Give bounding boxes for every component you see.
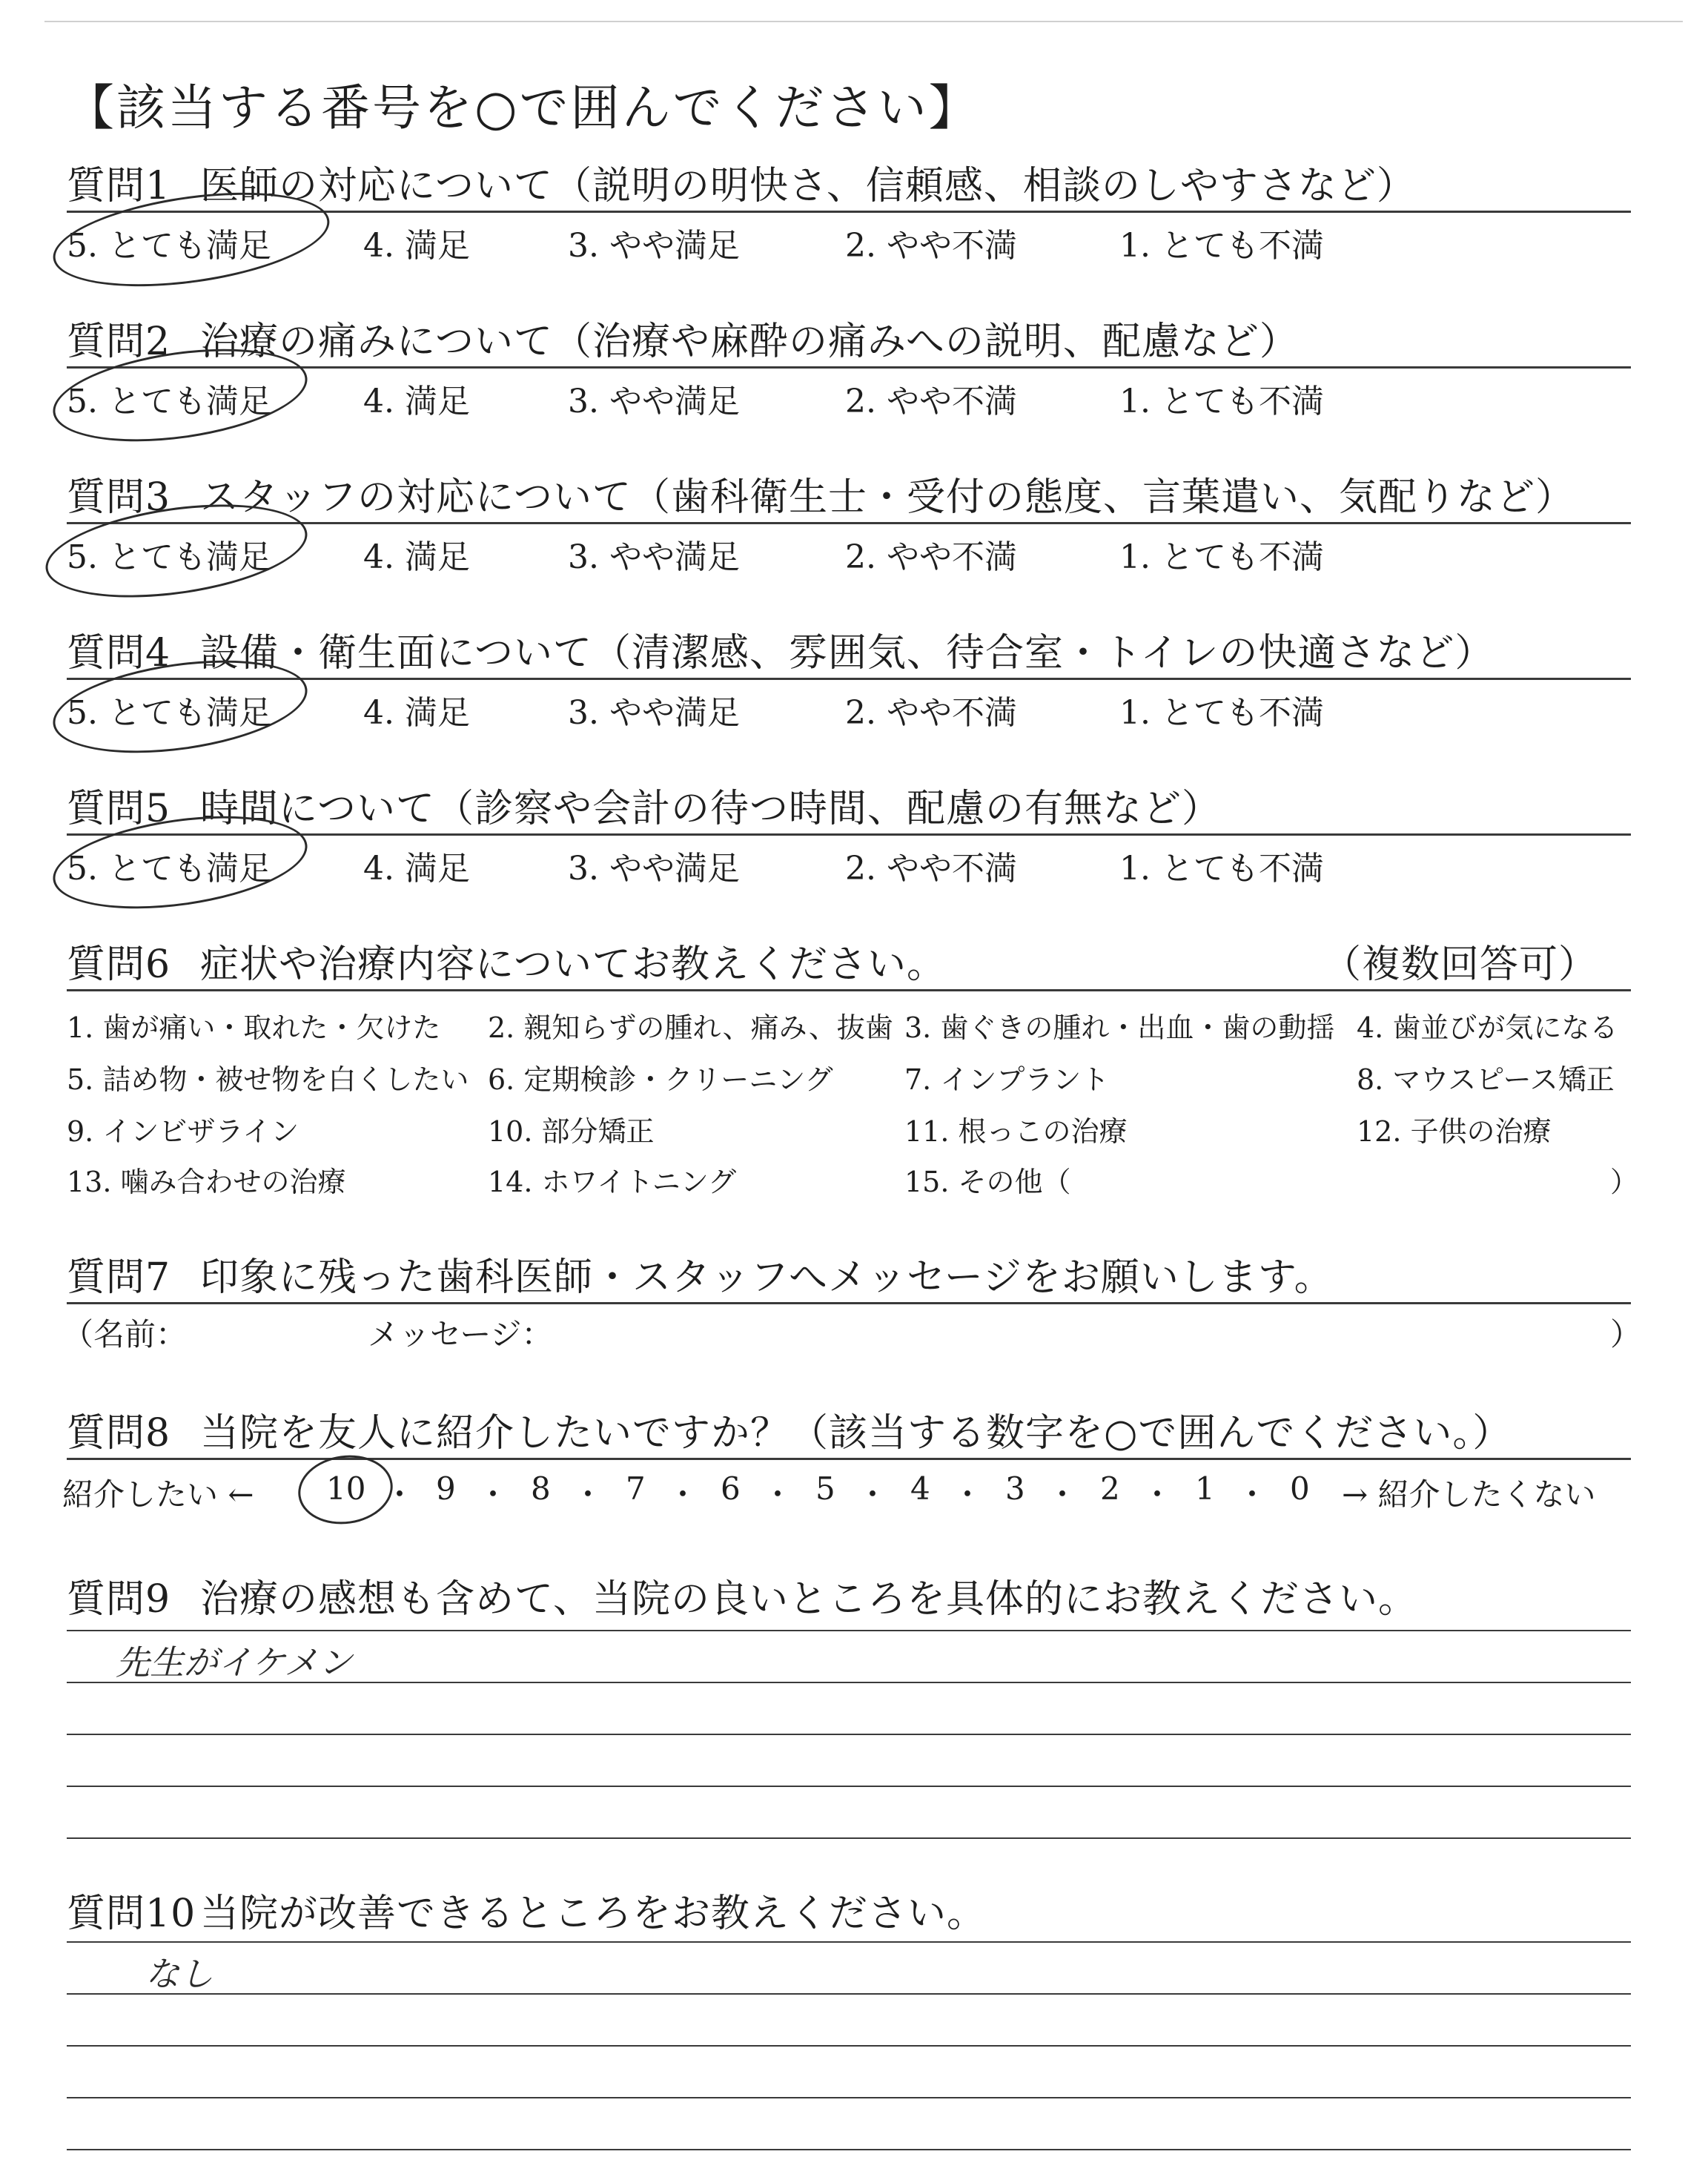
question-number: 質問8 <box>67 1411 171 1456</box>
symptom-option[interactable]: 8. マウスピース矯正 <box>1357 1063 1615 1096</box>
handwritten-answer-good-points: 先生がイケメン <box>116 1642 353 1682</box>
rating-options <box>67 369 1631 420</box>
answer-line <box>67 2097 1631 2098</box>
option-3[interactable]: 3. やや満足 <box>568 227 740 265</box>
question-number: 質問9 <box>67 1577 171 1622</box>
symptom-option[interactable]: 14. ホワイトニング <box>488 1166 737 1198</box>
question-text: 治療の痛みについて（治療や麻酔の痛みへの説明、配慮など） <box>200 320 1299 364</box>
option-5[interactable]: 5. とても満足 <box>67 227 271 265</box>
recommend-left-label: 紹介したい ← <box>62 1476 254 1513</box>
question-number: 質問3 <box>67 475 171 520</box>
symptom-option[interactable]: 2. 親知らずの腫れ、痛み、抜歯 <box>488 1011 893 1044</box>
symptom-option[interactable]: 7. インプラント <box>904 1063 1110 1096</box>
option-3[interactable]: 3. やや満足 <box>568 383 740 420</box>
scale-dot: ・ <box>667 1476 699 1513</box>
question-text: スタッフの対応について（歯科衛生士・受付の態度、言葉遣い、気配りなど） <box>200 475 1575 520</box>
question-number: 質問10 <box>67 1892 196 1936</box>
answer-line <box>67 1630 1631 1631</box>
scale-value-3[interactable]: 3 <box>1005 1470 1025 1507</box>
question-text: 治療の感想も含めて、当院の良いところを具体的にお教えください。 <box>200 1577 1417 1622</box>
scale-value-10[interactable]: 10 <box>326 1470 366 1507</box>
handwritten-answer-improvements: なし <box>145 1954 214 1994</box>
option-2[interactable]: 2. やや不満 <box>845 383 1017 420</box>
recommend-scale <box>62 1460 1631 1515</box>
option-2[interactable]: 2. やや不満 <box>845 694 1017 732</box>
question-number: 質問2 <box>67 320 171 364</box>
rating-options <box>67 213 1631 265</box>
scale-dot: ・ <box>1047 1476 1079 1513</box>
question-number: 質問6 <box>67 942 171 987</box>
scale-value-2[interactable]: 2 <box>1100 1470 1120 1507</box>
symptom-option[interactable]: 1. 歯が痛い・取れた・欠けた <box>67 1011 441 1044</box>
question-7 <box>62 1253 1642 1356</box>
scale-dot: ・ <box>572 1476 604 1513</box>
option-2[interactable]: 2. やや不満 <box>845 850 1017 888</box>
scale-value-8[interactable]: 8 <box>531 1470 551 1507</box>
answer-line <box>67 1993 1631 1995</box>
option-3[interactable]: 3. やや満足 <box>568 850 740 888</box>
symptom-option[interactable]: 10. 部分矯正 <box>488 1115 655 1148</box>
symptom-option[interactable]: 6. 定期検診・クリーニング <box>488 1063 833 1096</box>
question-number: 質問5 <box>67 787 171 831</box>
option-5[interactable]: 5. とても満足 <box>67 694 271 732</box>
scale-dot: ・ <box>762 1476 794 1513</box>
question-4 <box>67 629 1631 732</box>
option-1[interactable]: 1. とても不満 <box>1119 694 1324 732</box>
question-6 <box>67 940 1639 1206</box>
question-8 <box>62 1409 1631 1515</box>
symptom-option[interactable]: 11. 根っこの治療 <box>904 1115 1128 1148</box>
form-title: 【該当する番号を○で囲んでください】 <box>65 79 980 136</box>
symptom-option[interactable]: 5. 詰め物・被せ物を白くしたい <box>67 1063 469 1096</box>
scale-dot: ・ <box>1142 1476 1174 1513</box>
answer-line <box>67 1941 1631 1943</box>
option-4[interactable]: 4. 満足 <box>363 850 470 888</box>
question-9 <box>67 1575 1631 1624</box>
scale-dot: ・ <box>477 1476 509 1513</box>
recommend-right-label: → 紹介したくない <box>1342 1476 1596 1513</box>
scale-value-4[interactable]: 4 <box>910 1470 930 1507</box>
top-border <box>44 21 1683 22</box>
rating-options <box>67 836 1631 888</box>
option-4[interactable]: 4. 満足 <box>363 694 470 732</box>
scale-value-1[interactable]: 1 <box>1195 1470 1215 1507</box>
scale-value-0[interactable]: 0 <box>1290 1470 1310 1507</box>
scale-dot: ・ <box>952 1476 984 1513</box>
option-1[interactable]: 1. とても不満 <box>1119 538 1324 576</box>
question-number: 質問4 <box>67 631 171 676</box>
scale-value-9[interactable]: 9 <box>436 1470 456 1507</box>
symptom-option[interactable]: 3. 歯ぐきの腫れ・出血・歯の動揺 <box>904 1011 1335 1044</box>
scale-value-5[interactable]: 5 <box>815 1470 835 1507</box>
selection-circle <box>294 1450 397 1530</box>
symptom-options <box>67 991 1639 1206</box>
message-close-paren: ） <box>1610 1316 1642 1353</box>
multiple-answers-note: （複数回答可） <box>1322 942 1598 987</box>
question-text: 設備・衛生面について（清潔感、雰囲気、待合室・トイレの快適さなど） <box>200 631 1494 676</box>
option-1[interactable]: 1. とても不満 <box>1119 227 1324 265</box>
question-text: 症状や治療内容についてお教えください。 <box>200 942 946 987</box>
symptom-option-other[interactable]: 15. その他（ <box>904 1166 1071 1198</box>
name-label: （名前： <box>62 1316 188 1353</box>
option-1[interactable]: 1. とても不満 <box>1119 383 1324 420</box>
question-1 <box>67 162 1631 265</box>
question-text: 当院が改善できるところをお教えください。 <box>200 1892 987 1936</box>
answer-line <box>67 2045 1631 2047</box>
option-3[interactable]: 3. やや満足 <box>568 538 740 576</box>
answer-line <box>67 1734 1631 1735</box>
option-5[interactable]: 5. とても満足 <box>67 383 271 420</box>
option-2[interactable]: 2. やや不満 <box>845 227 1017 265</box>
option-5[interactable]: 5. とても満足 <box>67 538 271 576</box>
symptom-option[interactable]: 12. 子供の治療 <box>1357 1115 1552 1148</box>
question-text: 時間について（診察や会計の待つ時間、配慮の有無など） <box>200 787 1221 831</box>
option-4[interactable]: 4. 満足 <box>363 227 470 265</box>
answer-line <box>67 1786 1631 1787</box>
question-10 <box>67 1889 1631 1938</box>
option-4[interactable]: 4. 満足 <box>363 383 470 420</box>
option-2[interactable]: 2. やや不満 <box>845 538 1017 576</box>
scale-dot: ・ <box>1237 1476 1268 1513</box>
answer-line <box>67 2149 1631 2150</box>
symptom-option[interactable]: 13. 噛み合わせの治療 <box>67 1166 346 1198</box>
question-5 <box>67 785 1631 888</box>
option-3[interactable]: 3. やや満足 <box>568 694 740 732</box>
message-label: メッセージ： <box>368 1316 553 1353</box>
message-fields <box>62 1304 1642 1356</box>
option-5[interactable]: 5. とても満足 <box>67 850 271 888</box>
option-1[interactable]: 1. とても不満 <box>1119 850 1324 888</box>
rating-options <box>67 680 1631 732</box>
rating-options <box>67 524 1631 576</box>
scale-dot: ・ <box>384 1476 416 1513</box>
question-text: 当院を友人に紹介したいですか？（該当する数字を○で囲んでください。） <box>200 1411 1512 1456</box>
question-number: 質問1 <box>67 164 171 208</box>
scale-value-7[interactable]: 7 <box>626 1470 646 1507</box>
answer-line <box>67 1837 1631 1839</box>
question-3 <box>67 473 1631 576</box>
scale-dot: ・ <box>857 1476 889 1513</box>
option-4[interactable]: 4. 満足 <box>363 538 470 576</box>
question-number: 質問7 <box>67 1255 171 1300</box>
question-text: 医師の対応について（説明の明快さ、信頼感、相談のしやすさなど） <box>200 164 1416 208</box>
question-text: 印象に残った歯科医師・スタッフへメッセージをお願いします。 <box>200 1255 1334 1300</box>
symptom-option[interactable]: 9. インビザライン <box>67 1115 299 1148</box>
scale-value-6[interactable]: 6 <box>721 1470 741 1507</box>
symptom-option[interactable]: 4. 歯並びが気になる <box>1357 1011 1618 1044</box>
question-2 <box>67 317 1631 420</box>
other-close-paren: ） <box>1610 1166 1639 1198</box>
